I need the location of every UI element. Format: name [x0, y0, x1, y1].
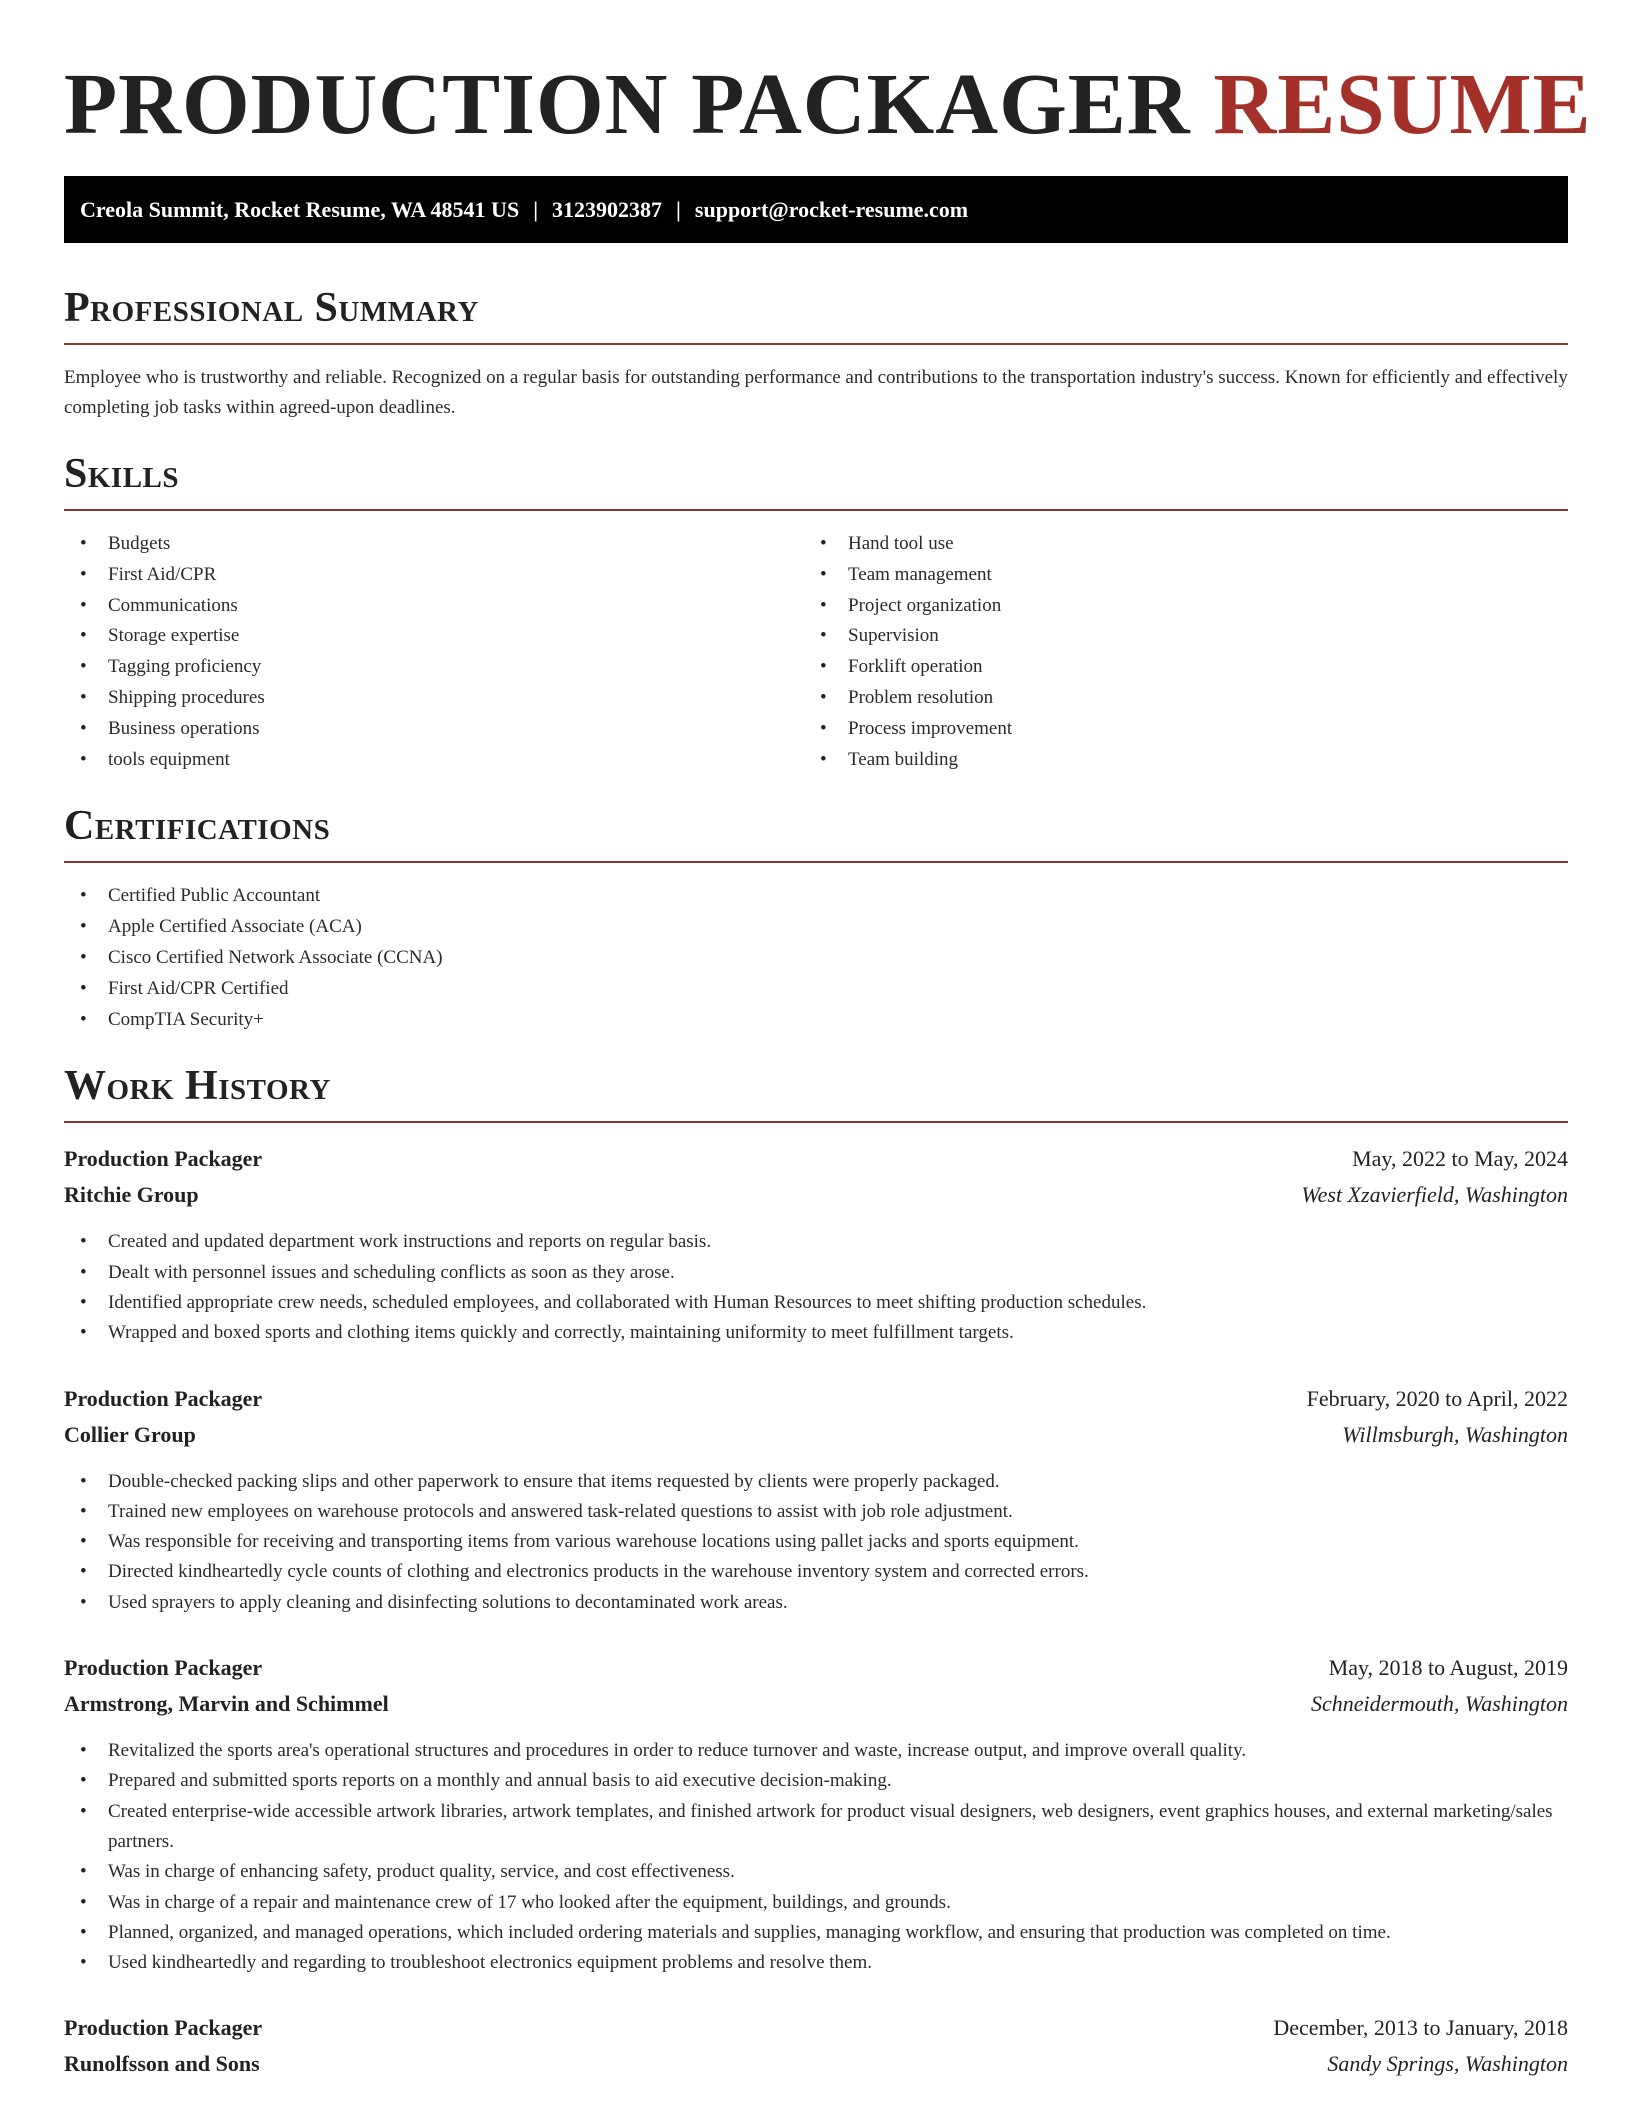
job-duty-item: • Created enterprise-wide accessible artwork libraries, artwork templates, and finished artwork for product visual designers, web designers, event graphics houses, and external marketing/sales partners. [64, 1797, 1568, 1858]
skill-item: • Forklift operation [804, 652, 1568, 683]
page-title [64, 55, 1592, 152]
job-entry [64, 1650, 1568, 1978]
skill-item: • Supervision [804, 621, 1568, 652]
job-duty-item: • Revitalized the sports area's operational structures and procedures in order to reduce turnover and waste, increase output, and improve overall quality. [64, 1736, 1568, 1766]
title-main: PRODUCTION PACKAGER [64, 55, 1191, 152]
job-title: Production Packager [64, 1385, 263, 1411]
skills-column-right [804, 529, 1568, 775]
skill-item: • Communications [64, 591, 804, 622]
job-header-row [64, 1141, 1568, 1177]
job-dates: December, 2013 to January, 2018 [1273, 2015, 1568, 2041]
work-history-heading: Work History [64, 1061, 1568, 1123]
job-location: West Xzavierfield, Washington [1301, 1182, 1568, 1208]
job-duty-item: • Used sprayers to apply cleaning and disinfecting solutions to decontaminated work areas. [64, 1588, 1568, 1618]
skill-item: • Budgets [64, 529, 804, 560]
certifications-list [64, 881, 1568, 1035]
certifications-section [64, 801, 1568, 1035]
skill-item: • First Aid/CPR [64, 560, 804, 591]
certification-item: • Certified Public Accountant [64, 881, 1568, 912]
skill-item: • Shipping procedures [64, 683, 804, 714]
contact-address: Creola Summit, Rocket Resume, WA 48541 US [80, 197, 520, 222]
summary-section [64, 283, 1568, 423]
job-dates: February, 2020 to April, 2022 [1306, 1385, 1568, 1411]
job-duty-item: • Prepared and submitted sports reports on a monthly and annual basis to aid executive decision-making. [64, 1766, 1568, 1796]
job-company: Ritchie Group [64, 1182, 199, 1208]
work-history-section [64, 1061, 1568, 2082]
skill-item: • Project organization [804, 591, 1568, 622]
contact-separator: | [676, 197, 681, 222]
job-dates: May, 2022 to May, 2024 [1352, 1146, 1568, 1172]
job-company: Armstrong, Marvin and Schimmel [64, 1691, 389, 1717]
job-location: Willmsburgh, Washington [1342, 1421, 1568, 1447]
job-title: Production Packager [64, 1146, 263, 1172]
skill-item: • Team management [804, 560, 1568, 591]
job-entry [64, 2010, 1568, 2082]
skill-item: • Process improvement [804, 714, 1568, 745]
skill-item: • tools equipment [64, 745, 804, 776]
skill-item: • Business operations [64, 714, 804, 745]
job-location: Schneidermouth, Washington [1310, 1691, 1568, 1717]
job-duty-item: • Trained new employees on warehouse protocols and answered task-related questions to assist with job role adjustment. [64, 1497, 1568, 1527]
certification-item: • Cisco Certified Network Associate (CCNA) [64, 943, 1568, 974]
job-duty-item: • Planned, organized, and managed operations, which included ordering materials and supplies, managing workflow, and ensuring that production was completed on time. [64, 1918, 1568, 1948]
job-duties-list [64, 1227, 1568, 1348]
skills-list-left [64, 529, 804, 775]
certification-item: • CompTIA Security+ [64, 1005, 1568, 1036]
job-duty-item: • Used kindheartedly and regarding to troubleshoot electronics equipment problems and resolve them. [64, 1948, 1568, 1978]
job-company-row [64, 2046, 1568, 2082]
contact-separator: | [533, 197, 539, 222]
job-location: Sandy Springs, Washington [1327, 2051, 1568, 2077]
job-header-row [64, 1381, 1568, 1417]
skill-item: • Storage expertise [64, 621, 804, 652]
contact-email: support@rocket-resume.com [694, 197, 969, 222]
skill-item: • Tagging proficiency [64, 652, 804, 683]
skills-heading: Skills [64, 449, 1568, 511]
job-header-row [64, 1650, 1568, 1686]
job-company: Collier Group [64, 1421, 196, 1447]
certifications-heading: Certifications [64, 801, 1568, 863]
resume-page [64, 0, 1592, 2082]
contact-phone: 3123902387 [552, 197, 663, 222]
skills-list-right [804, 529, 1568, 775]
certification-item: • Apple Certified Associate (ACA) [64, 912, 1568, 943]
job-duty-item: • Directed kindheartedly cycle counts of clothing and electronics products in the warehouse inventory system and corrected errors. [64, 1557, 1568, 1587]
summary-text: Employee who is trustworthy and reliable. Recognized on a regular basis for outstanding performance and contributions to the transportation industry's success. Known for efficiently and effectively completing job tasks within agreed-upon deadlines. [64, 367, 1568, 418]
job-header-row [64, 2010, 1568, 2046]
job-company-row [64, 1686, 1568, 1722]
job-duty-item: • Created and updated department work instructions and reports on regular basis. [64, 1227, 1568, 1257]
job-company-row [64, 1417, 1568, 1453]
skill-item: • Team building [804, 745, 1568, 776]
job-duty-item: • Was responsible for receiving and transporting items from various warehouse locations using pallet jacks and sports equipment. [64, 1527, 1568, 1557]
job-duty-item: • Was in charge of enhancing safety, product quality, service, and cost effectiveness. [64, 1857, 1568, 1887]
job-duties-list [64, 1467, 1568, 1618]
skill-item: • Hand tool use [804, 529, 1568, 560]
job-duty-item: • Was in charge of a repair and maintenance crew of 17 who looked after the equipment, buildings, and grounds. [64, 1888, 1568, 1918]
summary-heading: Professional Summary [64, 283, 1568, 345]
job-title: Production Packager [64, 1655, 263, 1681]
contact-bar [64, 176, 1568, 243]
job-title: Production Packager [64, 2015, 263, 2041]
job-duty-item: • Wrapped and boxed sports and clothing items quickly and correctly, maintaining uniformity to meet fulfillment targets. [64, 1318, 1568, 1348]
job-duty-item: • Dealt with personnel issues and scheduling conflicts as soon as they arose. [64, 1258, 1568, 1288]
skills-grid [64, 529, 1568, 775]
skills-column-left [64, 529, 804, 775]
job-dates: May, 2018 to August, 2019 [1328, 1655, 1568, 1681]
job-duties-list [64, 1736, 1568, 1978]
job-company: Runolfsson and Sons [64, 2051, 260, 2077]
certification-item: • First Aid/CPR Certified [64, 974, 1568, 1005]
job-duty-item: • Identified appropriate crew needs, scheduled employees, and collaborated with Human Resources to meet shifting production schedules. [64, 1288, 1568, 1318]
job-duty-item: • Double-checked packing slips and other paperwork to ensure that items requested by clients were properly packaged. [64, 1467, 1568, 1497]
job-entry [64, 1381, 1568, 1618]
skills-section [64, 449, 1568, 775]
skill-item: • Problem resolution [804, 683, 1568, 714]
job-entry [64, 1141, 1568, 1348]
title-accent: RESUME [1213, 55, 1592, 152]
job-company-row [64, 1177, 1568, 1213]
